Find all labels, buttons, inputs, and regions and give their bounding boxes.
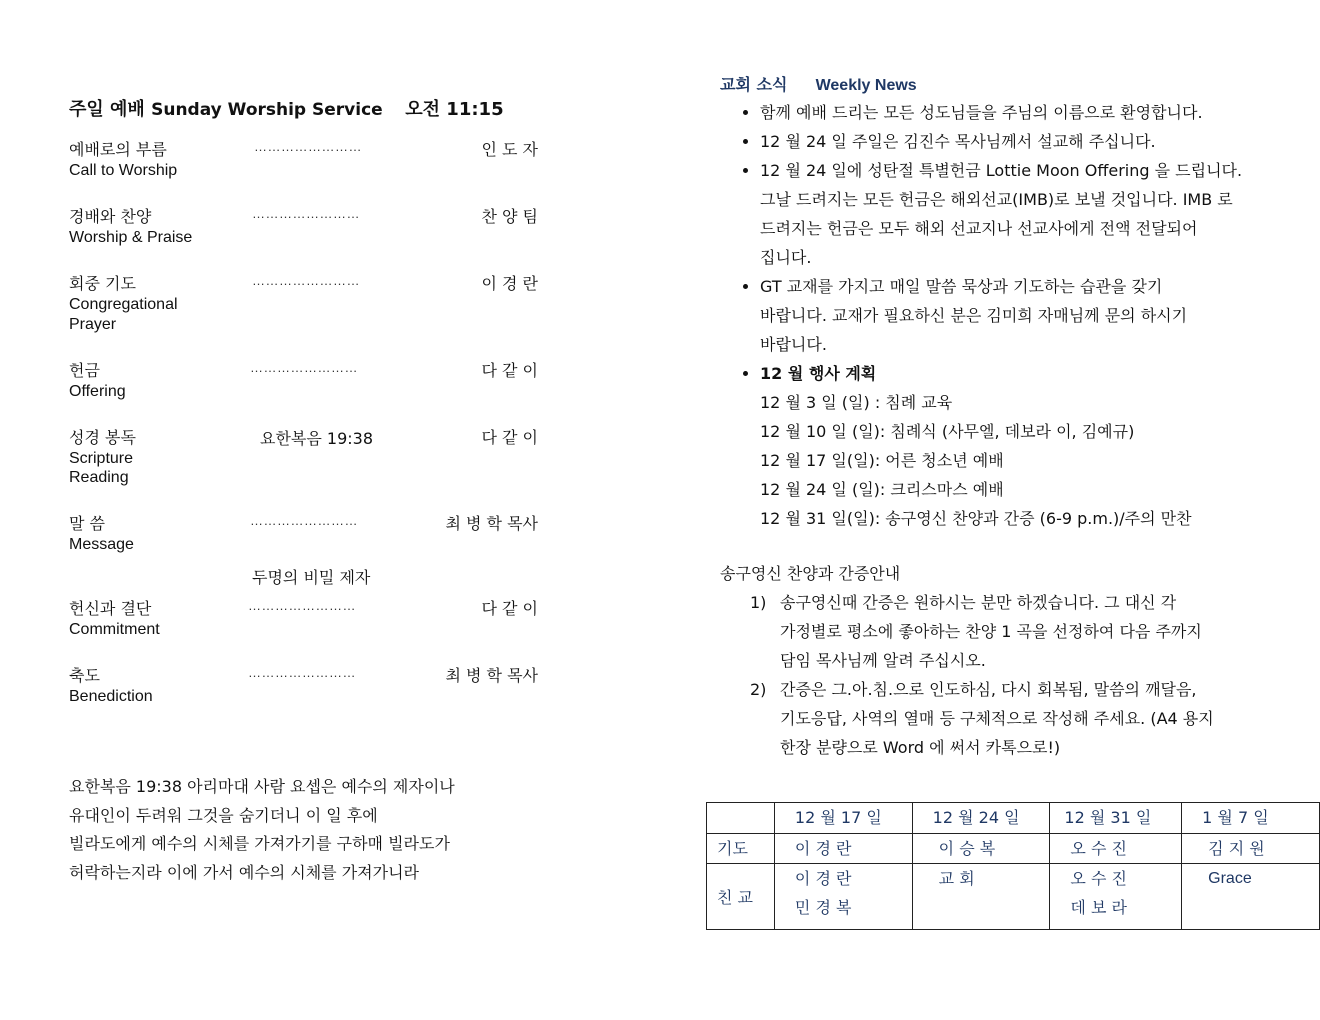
service-item-ko: 헌금 bbox=[69, 361, 100, 380]
service-item-dots: …………………… bbox=[250, 513, 358, 528]
schedule-corner-cell bbox=[707, 803, 775, 834]
sermon-title: 두명의 비밀 제자 bbox=[252, 568, 371, 587]
service-item-dots: …………………… bbox=[248, 598, 356, 613]
event-line: 12 월 24 일 (일): 크리스마스 예배 bbox=[760, 480, 1004, 499]
schedule-prayer-row bbox=[707, 834, 1320, 864]
prayer-name: 김 지 원 bbox=[1208, 839, 1265, 858]
news-line: 바랍니다. 교재가 필요하신 분은 김미희 자매님께 문의 하시기 bbox=[760, 306, 1188, 325]
news-title bbox=[720, 72, 917, 95]
prayer-name: 오 수 진 bbox=[1070, 839, 1127, 858]
schedule-date-text: 1 월 7 일 bbox=[1202, 808, 1269, 827]
service-item-ko: 성경 봉독 bbox=[69, 428, 136, 447]
guide-line: 담임 목사님께 알려 주십시오. bbox=[780, 651, 986, 670]
scripture-line: 요한복음 19:38 아리마대 사람 요셉은 예수의 제자이나 bbox=[69, 777, 455, 796]
guide-item-number: 2) bbox=[750, 680, 767, 699]
fellowship-name: 데 보 라 bbox=[1070, 898, 1127, 917]
service-item-en: Call to Worship bbox=[69, 162, 178, 179]
service-item-dots: …………………… bbox=[254, 139, 362, 154]
schedule-date-text: 12 월 17 일 bbox=[794, 808, 882, 827]
service-item-en: Scripture bbox=[69, 450, 134, 467]
service-item-leader: 인 도 자 bbox=[481, 140, 538, 159]
service-item-dots: …………………… bbox=[252, 273, 360, 288]
fellowship-name: Grace bbox=[1208, 870, 1252, 887]
schedule-row-label bbox=[707, 864, 775, 930]
fellowship-name: 민 경 복 bbox=[794, 898, 852, 917]
service-item-leader: 다 같 이 bbox=[481, 599, 538, 618]
fellowship-name: 이 경 란 bbox=[794, 869, 852, 888]
event-line: 12 월 10 일 (일): 침례식 (사무엘, 데보라 이, 김예규) bbox=[760, 422, 1135, 441]
news-list bbox=[720, 98, 1320, 533]
guide-line: 간증은 그.아.침.으로 인도하심, 다시 회복됨, 말씀의 깨달음, bbox=[780, 680, 1197, 699]
news-line: • GT 교재를 가지고 매일 말씀 묵상과 기도하는 습관을 갖기 bbox=[760, 277, 1163, 296]
service-item-leader: 찬 양 팀 bbox=[481, 207, 538, 226]
prayer-label: 기도 bbox=[717, 839, 748, 858]
guide-line: 한장 분량으로 Word 에 써서 카톡으로!) bbox=[780, 738, 1061, 757]
news-item bbox=[760, 272, 1320, 359]
schedule-cell bbox=[774, 864, 912, 930]
news-item-events bbox=[760, 359, 1320, 533]
fellowship-label: 친 교 bbox=[717, 888, 753, 907]
schedule-cell bbox=[912, 834, 1050, 864]
schedule-cell bbox=[1050, 834, 1182, 864]
prayer-name: 이 승 복 bbox=[938, 839, 996, 858]
schedule-date bbox=[1182, 803, 1320, 834]
service-item-ko: 경배와 찬양 bbox=[69, 207, 152, 226]
guide-line: 송구영신때 간증은 원하시는 분만 하겠습니다. 그 대신 각 bbox=[780, 593, 1177, 612]
news-line: 그날 드려지는 모든 헌금은 해외선교(IMB)로 보낼 것입니다. IMB 로 bbox=[760, 190, 1233, 209]
service-item-dots: …………………… bbox=[248, 665, 356, 680]
schedule-cell bbox=[1050, 864, 1182, 930]
schedule-header-row bbox=[707, 803, 1320, 834]
fellowship-name: 교 회 bbox=[938, 869, 975, 888]
news-line: 12 월 24 일 주일은 김진수 목사님께서 설교해 주십니다. bbox=[760, 132, 1156, 151]
schedule-date-text: 12 월 24 일 bbox=[932, 808, 1020, 827]
event-line: 12 월 17 일(일): 어른 청소년 예배 bbox=[760, 451, 1004, 470]
service-item-leader: 다 같 이 bbox=[481, 428, 538, 447]
service-item-en: Offering bbox=[69, 383, 126, 400]
schedule-date bbox=[912, 803, 1050, 834]
guide-title: 송구영신 찬양과 간증안내 bbox=[720, 564, 901, 583]
schedule-cell bbox=[1182, 864, 1320, 930]
guide-list bbox=[728, 588, 1300, 762]
service-title bbox=[69, 95, 504, 121]
service-item-dots: …………………… bbox=[250, 360, 358, 375]
service-item-dots: …………………… bbox=[252, 206, 360, 221]
service-item-en: Worship & Praise bbox=[69, 229, 193, 246]
schedule-row-label bbox=[707, 834, 775, 864]
events-title: • 12 월 행사 계획 bbox=[760, 364, 877, 383]
service-item-leader: 다 같 이 bbox=[481, 361, 538, 380]
service-item-en: Message bbox=[69, 536, 134, 553]
news-line: 드려지는 헌금은 모두 해외 선교지나 선교사에게 전액 전달되어 bbox=[760, 219, 1198, 238]
event-line: 12 월 31 일(일): 송구영신 찬양과 간증 (6-9 p.m.)/주의 만찬 bbox=[760, 509, 1192, 528]
event-line: 12 월 3 일 (일) : 침례 교육 bbox=[760, 393, 953, 412]
service-item-ko: 축도 bbox=[69, 666, 100, 685]
schedule-cell bbox=[1182, 834, 1320, 864]
news-line: 바랍니다. bbox=[760, 335, 827, 354]
service-item-leader: 최 병 학 목사 bbox=[445, 666, 538, 685]
guide-item bbox=[750, 675, 1300, 762]
news-item bbox=[760, 127, 1320, 156]
news-item bbox=[760, 156, 1320, 272]
guide-line: 기도응답, 사역의 열매 등 구체적으로 작성해 주세요. (A4 용지 bbox=[780, 709, 1214, 728]
scripture-line: 허락하는지라 이에 가서 예수의 시체를 가져가니라 bbox=[69, 863, 420, 882]
service-item-scripture-ref: 요한복음 19:38 bbox=[260, 429, 374, 448]
schedule-cell bbox=[912, 864, 1050, 930]
service-title-en: Sunday Worship Service bbox=[151, 100, 383, 120]
news-line: 집니다. bbox=[760, 248, 812, 267]
service-item-en: Prayer bbox=[69, 316, 117, 333]
schedule-table bbox=[706, 802, 1320, 930]
service-title-ko: 주일 예배 bbox=[69, 99, 145, 120]
news-line: 함께 예배 드리는 모든 성도님들을 주님의 이름으로 환영합니다. bbox=[760, 103, 1203, 122]
news-line: • 12 월 24 일에 성탄절 특별헌금 Lottie Moon Offering 을 드립니다. bbox=[760, 161, 1243, 180]
service-item-ko: 회중 기도 bbox=[69, 274, 136, 293]
guide-item-number: 1) bbox=[750, 593, 767, 612]
service-item-ko: 헌신과 결단 bbox=[69, 599, 152, 618]
fellowship-name: 오 수 진 bbox=[1070, 869, 1127, 888]
guide-item bbox=[750, 588, 1300, 675]
service-item-en: Benediction bbox=[69, 688, 153, 705]
service-item-en: Commitment bbox=[69, 621, 160, 638]
schedule-date bbox=[774, 803, 912, 834]
service-time: 오전 11:15 bbox=[405, 99, 504, 120]
service-item-ko: 말 씀 bbox=[69, 514, 105, 533]
news-title-ko: 교회 소식 bbox=[720, 75, 788, 94]
service-item-en: Reading bbox=[69, 469, 129, 486]
service-item-en: Congregational bbox=[69, 296, 178, 313]
guide-line: 가정별로 평소에 좋아하는 찬양 1 곡을 선정하여 다음 주까지 bbox=[780, 622, 1202, 641]
schedule-date bbox=[1050, 803, 1182, 834]
service-item-leader: 최 병 학 목사 bbox=[445, 514, 538, 533]
prayer-name: 이 경 란 bbox=[794, 839, 852, 858]
news-item bbox=[760, 98, 1320, 127]
service-item-leader: 이 경 란 bbox=[481, 274, 538, 293]
scripture-line: 빌라도에게 예수의 시체를 가져가기를 구하매 빌라도가 bbox=[69, 834, 450, 853]
scripture-line: 유대인이 두려워 그것을 숨기더니 이 일 후에 bbox=[69, 806, 378, 825]
service-item-ko: 예배로의 부름 bbox=[69, 140, 167, 159]
schedule-date-text: 12 월 31 일 bbox=[1064, 808, 1152, 827]
news-title-en: Weekly News bbox=[815, 77, 917, 94]
schedule-cell bbox=[774, 834, 912, 864]
schedule-fellowship-row bbox=[707, 864, 1320, 930]
